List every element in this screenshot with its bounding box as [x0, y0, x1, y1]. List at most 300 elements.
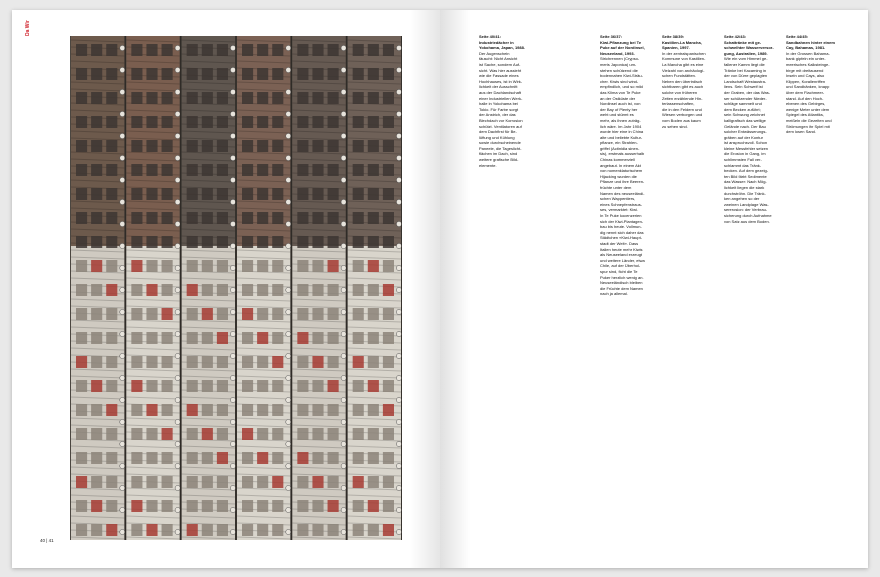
ventilator	[286, 177, 291, 182]
ventilator	[341, 463, 346, 468]
ventilator	[396, 89, 401, 94]
skylight-panel	[257, 140, 268, 152]
ventilator	[120, 111, 125, 116]
ventilator	[175, 463, 180, 468]
skylight-panel	[202, 476, 213, 488]
skylight-panel	[383, 116, 394, 128]
skylight-panel	[257, 260, 268, 272]
skylight-panel	[368, 308, 379, 320]
ventilator	[286, 529, 291, 534]
skylight-panel	[272, 68, 283, 80]
skylight-panel	[368, 380, 379, 392]
skylight-panel	[297, 380, 308, 392]
skylight-panel	[146, 140, 157, 152]
skylight-panel	[217, 116, 228, 128]
ventilator	[286, 133, 291, 138]
skylight-panel	[217, 284, 228, 296]
skylight-panel	[297, 236, 308, 248]
skylight-panel	[146, 308, 157, 320]
skylight-panel	[91, 428, 102, 440]
skylight-panel	[91, 380, 102, 392]
skylight-panel	[353, 164, 364, 176]
skylight-panel	[106, 476, 117, 488]
ventilator	[120, 155, 125, 160]
skylight-panel	[297, 44, 308, 56]
skylight-panel	[162, 44, 173, 56]
ventilator	[286, 221, 291, 226]
ventilator	[175, 353, 180, 358]
skylight-panel	[91, 260, 102, 272]
ventilator	[120, 133, 125, 138]
skylight-panel	[76, 188, 87, 200]
ventilator	[230, 265, 235, 270]
skylight-panel	[368, 236, 379, 248]
skylight-panel	[106, 380, 117, 392]
skylight-panel	[272, 428, 283, 440]
skylight-panel	[162, 356, 173, 368]
ventilator	[341, 199, 346, 204]
ventilator	[341, 353, 346, 358]
skylight-panel	[106, 188, 117, 200]
skylight-panel	[162, 188, 173, 200]
skylight-panel	[146, 188, 157, 200]
skylight-panel	[131, 476, 142, 488]
skylight-panel	[297, 188, 308, 200]
skylight-panel	[328, 332, 339, 344]
skylight-panel	[146, 452, 157, 464]
skylight-panel	[328, 452, 339, 464]
ventilator	[230, 67, 235, 72]
skylight-panel	[202, 116, 213, 128]
skylight-panel	[272, 140, 283, 152]
skylight-panel	[272, 260, 283, 272]
skylight-panel	[242, 476, 253, 488]
ventilator	[175, 331, 180, 336]
skylight-panel	[106, 524, 117, 536]
skylight-panel	[217, 140, 228, 152]
skylight-panel	[146, 476, 157, 488]
skylight-panel	[383, 380, 394, 392]
ventilator	[230, 287, 235, 292]
skylight-panel	[162, 332, 173, 344]
ventilator	[341, 331, 346, 336]
skylight-panel	[106, 452, 117, 464]
skylight-panel	[297, 308, 308, 320]
ventilator	[230, 529, 235, 534]
skylight-panel	[106, 332, 117, 344]
ventilator	[396, 485, 401, 490]
skylight-panel	[106, 68, 117, 80]
skylight-panel	[272, 452, 283, 464]
skylight-panel	[297, 404, 308, 416]
skylight-panel	[187, 332, 198, 344]
skylight-panel	[383, 236, 394, 248]
skylight-panel	[368, 284, 379, 296]
ventilator	[286, 507, 291, 512]
skylight-panel	[131, 164, 142, 176]
skylight-panel	[257, 44, 268, 56]
skylight-panel	[91, 452, 102, 464]
skylight-panel	[187, 212, 198, 224]
ventilator	[396, 243, 401, 248]
skylight-panel	[297, 116, 308, 128]
skylight-panel	[353, 260, 364, 272]
ventilator	[230, 375, 235, 380]
skylight-panel	[312, 476, 323, 488]
ventilator	[341, 221, 346, 226]
skylight-panel	[272, 212, 283, 224]
skylight-panel	[257, 524, 268, 536]
ventilator	[120, 463, 125, 468]
skylight-panel	[368, 452, 379, 464]
caption-column-5	[786, 34, 844, 140]
caption-heading: Seite 36/37: Kiwi-Pflanzung bei Te Puke auf der Nordinsel, Neuseeland, 1993.	[600, 34, 645, 56]
caption-body: In der Grossen Bahama- bank gipfeln ein unter- meerisches Kalksteinge- birge mit dreitausend Inseln und Cays, also Klippen, Korallenriffen und Sandbänken, knapp über dem Flachmeer- stand. Auf den Hoch- ebenen des Gebirges, wenige Meter unter dem Spiegel des Atlantiks, meißeln die Gezeiten und Strömungen ihr Spiel mit dem losen Sand.	[786, 50, 832, 135]
ventilator	[396, 287, 401, 292]
skylight-panel	[353, 212, 364, 224]
ventilator	[286, 287, 291, 292]
skylight-panel	[91, 524, 102, 536]
skylight-panel	[106, 500, 117, 512]
skylight-panel	[202, 308, 213, 320]
skylight-panel	[328, 380, 339, 392]
skylight-panel	[383, 452, 394, 464]
ventilator	[230, 397, 235, 402]
skylight-panel	[353, 524, 364, 536]
skylight-panel	[106, 44, 117, 56]
caption-heading: Seite 40/41: Industriedächer in Yokohama, Japan, 1988.	[479, 34, 525, 51]
skylight-panel	[383, 140, 394, 152]
ventilator	[120, 89, 125, 94]
ventilator	[341, 265, 346, 270]
skylight-panel	[187, 236, 198, 248]
skylight-panel	[76, 380, 87, 392]
skylight-panel	[312, 164, 323, 176]
skylight-panel	[106, 428, 117, 440]
skylight-panel	[162, 524, 173, 536]
ventilator	[230, 441, 235, 446]
skylight-panel	[297, 140, 308, 152]
skylight-panel	[146, 44, 157, 56]
skylight-panel	[106, 284, 117, 296]
skylight-panel	[217, 308, 228, 320]
skylight-panel	[76, 140, 87, 152]
skylight-panel	[272, 380, 283, 392]
ventilator	[120, 485, 125, 490]
skylight-panel	[187, 428, 198, 440]
skylight-panel	[312, 212, 323, 224]
ventilator	[286, 243, 291, 248]
skylight-panel	[383, 212, 394, 224]
ventilator	[230, 199, 235, 204]
skylight-panel	[162, 308, 173, 320]
skylight-panel	[217, 356, 228, 368]
skylight-panel	[202, 500, 213, 512]
ventilator	[175, 485, 180, 490]
skylight-panel	[242, 140, 253, 152]
gutter-shadow-right	[440, 10, 470, 568]
skylight-panel	[146, 92, 157, 104]
ventilator	[396, 529, 401, 534]
skylight-panel	[368, 332, 379, 344]
skylight-panel	[257, 284, 268, 296]
ventilator	[396, 177, 401, 182]
skylight-panel	[91, 44, 102, 56]
skylight-panel	[312, 44, 323, 56]
skylight-panel	[328, 92, 339, 104]
skylight-panel	[328, 116, 339, 128]
skylight-panel	[242, 428, 253, 440]
skylight-panel	[146, 284, 157, 296]
skylight-panel	[131, 92, 142, 104]
skylight-panel	[272, 236, 283, 248]
skylight-panel	[383, 44, 394, 56]
skylight-panel	[353, 404, 364, 416]
ventilator	[175, 45, 180, 50]
ventilator	[286, 485, 291, 490]
ventilator	[175, 375, 180, 380]
ventilator	[175, 507, 180, 512]
skylight-panel	[162, 212, 173, 224]
skylight-panel	[76, 116, 87, 128]
caption-column-2	[600, 34, 658, 303]
skylight-panel	[368, 476, 379, 488]
skylight-panel	[76, 284, 87, 296]
skylight-panel	[383, 164, 394, 176]
skylight-panel	[202, 452, 213, 464]
ventilator	[286, 353, 291, 358]
skylight-panel	[146, 260, 157, 272]
skylight-panel	[242, 236, 253, 248]
skylight-panel	[328, 356, 339, 368]
skylight-panel	[76, 428, 87, 440]
ventilator	[341, 67, 346, 72]
skylight-panel	[297, 260, 308, 272]
skylight-panel	[312, 68, 323, 80]
skylight-panel	[242, 404, 253, 416]
skylight-panel	[106, 212, 117, 224]
skylight-panel	[297, 356, 308, 368]
skylight-panel	[91, 68, 102, 80]
skylight-panel	[202, 260, 213, 272]
ventilator	[396, 375, 401, 380]
skylight-panel	[146, 428, 157, 440]
skylight-panel	[272, 404, 283, 416]
skylight-panel	[368, 212, 379, 224]
skylight-panel	[146, 212, 157, 224]
ventilator	[175, 529, 180, 534]
skylight-panel	[312, 428, 323, 440]
skylight-panel	[162, 476, 173, 488]
ventilator	[286, 67, 291, 72]
skylight-panel	[383, 260, 394, 272]
skylight-panel	[131, 356, 142, 368]
ventilator	[230, 419, 235, 424]
ventilator	[175, 199, 180, 204]
skylight-panel	[187, 500, 198, 512]
skylight-panel	[353, 500, 364, 512]
skylight-panel	[257, 68, 268, 80]
skylight-panel	[272, 356, 283, 368]
skylight-panel	[328, 476, 339, 488]
skylight-panel	[146, 116, 157, 128]
ventilator	[286, 397, 291, 402]
ventilator	[286, 45, 291, 50]
skylight-panel	[162, 380, 173, 392]
ventilator	[396, 221, 401, 226]
skylight-panel	[297, 332, 308, 344]
ventilator	[396, 353, 401, 358]
skylight-panel	[76, 500, 87, 512]
skylight-panel	[353, 188, 364, 200]
caption-body: Der Augenschein täuscht: Nicht Ansicht ist Sache, sondern Auf- sicht. Was hier aussieht wie die Fassade eines Hochhauses, ist in Wirk- lichkeit der Ausschnitt aus der Dachlandschaft einer Industriellen Werk- halle in Yokohama bei Tokio. Für Farbe sorgt der Anstrich, der das Blechdach vor Korrosion schützt. Ventilatoren auf dem Dachfirst für Be- lüftung und Kühlung sowie durchscheinende Paneele, die Tageslicht- flächen im Dach, sind weitere grafische Bild- elemente.	[479, 50, 523, 168]
ventilator	[120, 45, 125, 50]
skylight-panel	[242, 68, 253, 80]
skylight-panel	[353, 428, 364, 440]
skylight-panel	[217, 188, 228, 200]
skylight-panel	[162, 68, 173, 80]
ventilator	[341, 375, 346, 380]
skylight-panel	[162, 92, 173, 104]
skylight-panel	[91, 476, 102, 488]
skylight-panel	[242, 92, 253, 104]
skylight-panel	[297, 284, 308, 296]
skylight-panel	[202, 212, 213, 224]
skylight-panel	[368, 140, 379, 152]
skylight-panel	[242, 500, 253, 512]
ventilator	[120, 67, 125, 72]
skylight-panel	[162, 428, 173, 440]
skylight-panel	[312, 140, 323, 152]
skylight-panel	[202, 188, 213, 200]
skylight-panel	[131, 500, 142, 512]
skylight-panel	[217, 404, 228, 416]
skylight-panel	[187, 140, 198, 152]
skylight-panel	[368, 356, 379, 368]
skylight-panel	[242, 332, 253, 344]
ventilator	[120, 265, 125, 270]
caption-body: In der zentralspanischen Kommune von Kastilien- La Mancha gibt es eine Vielzahl von archäologi- schen Fundstätten. Neben den überirdisch sichtbaren gibt es auch solche von früheren Zeiten erzählende Hin- terlassenschaften, die in den Feldern und Wiesen verborgen und vom Boden aus kaum zu sehen sind.	[662, 50, 706, 129]
skylight-panel	[383, 500, 394, 512]
left-page	[12, 10, 440, 568]
skylight-panel	[187, 404, 198, 416]
skylight-panel	[217, 92, 228, 104]
ventilator	[120, 177, 125, 182]
skylight-panel	[187, 524, 198, 536]
skylight-panel	[368, 68, 379, 80]
skylight-panel	[328, 524, 339, 536]
ventilator	[230, 463, 235, 468]
skylight-panel	[297, 428, 308, 440]
ventilator	[230, 331, 235, 336]
skylight-panel	[353, 284, 364, 296]
caption-column-4	[724, 34, 782, 230]
skylight-panel	[328, 308, 339, 320]
skylight-panel	[76, 404, 87, 416]
skylight-panel	[187, 284, 198, 296]
skylight-panel	[131, 212, 142, 224]
ventilator	[286, 419, 291, 424]
magazine-spread	[12, 10, 868, 568]
ventilator	[286, 155, 291, 160]
skylight-panel	[242, 452, 253, 464]
skylight-panel	[297, 212, 308, 224]
skylight-panel	[131, 308, 142, 320]
skylight-panel	[242, 524, 253, 536]
ventilator	[396, 463, 401, 468]
ventilator	[120, 375, 125, 380]
skylight-panel	[76, 476, 87, 488]
ventilator	[396, 199, 401, 204]
skylight-panel	[257, 308, 268, 320]
skylight-panel	[146, 332, 157, 344]
skylight-panel	[242, 380, 253, 392]
skylight-panel	[106, 116, 117, 128]
ventilator	[230, 243, 235, 248]
skylight-panel	[383, 188, 394, 200]
skylight-panel	[146, 236, 157, 248]
ventilator	[230, 89, 235, 94]
skylight-panel	[146, 164, 157, 176]
skylight-panel	[131, 140, 142, 152]
skylight-panel	[217, 476, 228, 488]
skylight-panel	[368, 428, 379, 440]
ventilator	[230, 45, 235, 50]
skylight-panel	[328, 284, 339, 296]
skylight-panel	[91, 500, 102, 512]
skylight-panel	[187, 308, 198, 320]
skylight-panel	[106, 164, 117, 176]
skylight-panel	[91, 116, 102, 128]
skylight-panel	[242, 356, 253, 368]
skylight-panel	[187, 260, 198, 272]
skylight-panel	[328, 212, 339, 224]
skylight-panel	[131, 44, 142, 56]
skylight-panel	[272, 116, 283, 128]
skylight-panel	[106, 308, 117, 320]
ventilator	[175, 419, 180, 424]
skylight-panel	[383, 308, 394, 320]
skylight-panel	[217, 452, 228, 464]
skylight-panel	[272, 44, 283, 56]
gutter-shadow-left	[410, 10, 440, 568]
skylight-panel	[353, 452, 364, 464]
skylight-panel	[91, 332, 102, 344]
ventilator	[175, 243, 180, 248]
skylight-panel	[146, 68, 157, 80]
skylight-panel	[131, 428, 142, 440]
skylight-panel	[297, 164, 308, 176]
skylight-panel	[383, 428, 394, 440]
skylight-panel	[328, 404, 339, 416]
skylight-panel	[272, 524, 283, 536]
skylight-panel	[162, 404, 173, 416]
skylight-panel	[106, 92, 117, 104]
ventilator	[175, 133, 180, 138]
skylight-panel	[217, 212, 228, 224]
skylight-panel	[328, 44, 339, 56]
ventilator	[230, 133, 235, 138]
ventilator	[175, 287, 180, 292]
skylight-panel	[162, 500, 173, 512]
skylight-panel	[146, 356, 157, 368]
skylight-panel	[187, 116, 198, 128]
ventilator	[341, 111, 346, 116]
ventilator	[341, 133, 346, 138]
skylight-panel	[297, 524, 308, 536]
skylight-panel	[217, 428, 228, 440]
ventilator	[175, 265, 180, 270]
